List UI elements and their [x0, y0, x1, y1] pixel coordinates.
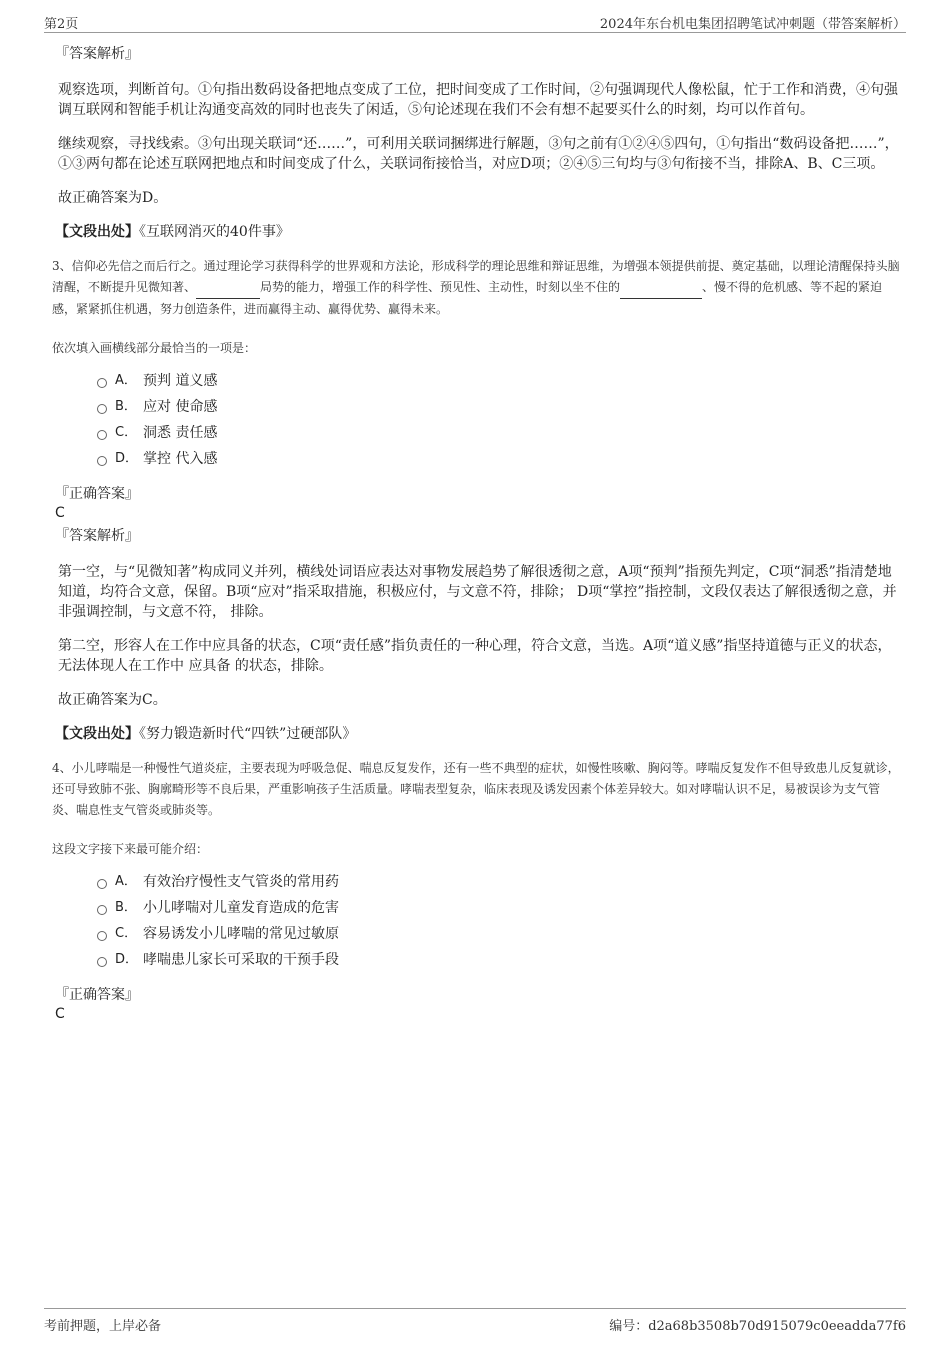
source-line: [55, 724, 900, 744]
radio-icon[interactable]: [97, 456, 107, 466]
radio-icon[interactable]: [97, 430, 107, 440]
radio-icon[interactable]: [97, 905, 107, 915]
option-d[interactable]: D． 掌控 代入感: [97, 446, 900, 472]
correct-answer: C: [55, 505, 65, 521]
question-3-options: [97, 368, 900, 472]
analysis-label: 『答案解析』: [55, 46, 139, 62]
option-a[interactable]: A． 预判 道义感: [97, 368, 900, 394]
analysis-paragraph: 第二空，形容人在工作中应具备的状态，C项“责任感”指负责任的一种心理，符合文意，当选。A项“道义感”指坚持道德与正义的状态，无法体现人在工作中 应具备 的状态，排除。: [58, 638, 892, 674]
document-code: 编号：d2a68b3508b70d915079c0eeadda77f6: [609, 1319, 906, 1334]
analysis-paragraph: 继续观察，寻找线索。③句出现关联词“还……”，可利用关联词捆绑进行解题，③句之前有①②④⑤四句，①句指出“数码设备把……”，①③两句都在论述互联网把地点和时间变成了什么，关联词衔接恰当，对应D项；②④⑤三句均与③句衔接不当，排除A、B、C三项。: [58, 136, 899, 172]
source-line: [55, 222, 900, 242]
question-3-text: 3、信仰必先信之而后行之。通过理论学习获得科学的世界观和方法论，形成科学的理论思维和辩证思维，为增强本领提供前提、奠定基础，以理论清醒保持头脑清醒，不断提升见微知著、 局势的能力，增强工作的科学性、预见性、主动性，时刻以坐不住的 、慢不得的危机感、等不起的紧迫感，紧紧抓住机遇，努力创造条件，进而赢得主动、赢得优势、赢得未来。: [52, 259, 900, 316]
page-header: [44, 10, 906, 33]
source-text: 《努力锻造新时代“四铁”过硬部队》: [139, 726, 357, 742]
fill-blank-1: [196, 277, 260, 299]
radio-icon[interactable]: [97, 378, 107, 388]
analysis-paragraph: 观察选项，判断首句。①句指出数码设备把地点变成了工位，把时间变成了工作时间，②句强调现代人像松鼠，忙于工作和消费，④句强调互联网和智能手机让沟通变高效的同时也丧失了闲适，⑤句论述现在我们不会有想不起要买什么的时刻，均可以作首句。: [58, 82, 898, 118]
source-text: 《互联网消灭的40件事》: [139, 224, 290, 240]
analysis-paragraph: 第一空，与“见微知著”构成同义并列，横线处词语应表达对事物发展趋势了解很透彻之意，A项“预判”指预先判定，C项“洞悉”指清楚地知道，均符合文意，保留。B项“应对”指采取措施，积极应付，与文意不符，排除； D项“掌控”指控制，文段仅表达了解很透彻之意，并非强调控制，与文意不符， 排除。: [58, 564, 897, 620]
option-d[interactable]: D． 哮喘患儿家长可采取的干预手段: [97, 947, 900, 973]
radio-icon[interactable]: [97, 404, 107, 414]
source-label: 【文段出处】: [55, 224, 139, 240]
question-3-prompt: 依次填入画横线部分最恰当的一项是：: [52, 341, 257, 355]
correct-answer-label: 『正确答案』: [55, 987, 139, 1003]
analysis-paragraph: 故正确答案为C。: [58, 692, 167, 708]
analysis-label: 『答案解析』: [55, 528, 139, 544]
radio-icon[interactable]: [97, 931, 107, 941]
source-label: 【文段出处】: [55, 726, 139, 742]
option-b[interactable]: B． 小儿哮喘对儿童发育造成的危害: [97, 895, 900, 921]
option-b[interactable]: B． 应对 使命感: [97, 394, 900, 420]
page-footer: [44, 1308, 906, 1335]
page-number: 第2页: [44, 17, 79, 32]
radio-icon[interactable]: [97, 879, 107, 889]
correct-answer-label: 『正确答案』: [55, 486, 139, 502]
option-c[interactable]: C． 容易诱发小儿哮喘的常见过敏原: [97, 921, 900, 947]
document-title: 2024年东台机电集团招聘笔试冲刺题（带答案解析）: [599, 17, 906, 32]
radio-icon[interactable]: [97, 957, 107, 967]
option-a[interactable]: A． 有效治疗慢性支气管炎的常用药: [97, 869, 900, 895]
footer-slogan: 考前押题，上岸必备: [44, 1319, 162, 1334]
question-4-text: 4、小儿哮喘是一种慢性气道炎症，主要表现为呼吸急促、喘息反复发作，还有一些不典型的症状，如慢性咳嗽、胸闷等。哮喘反复发作不但导致患儿反复就诊，还可导致肺不张、胸廓畸形等不良后果，严重影响孩子生活质量。哮喘表型复杂，临床表现及诱发因素个体差异较大。如对哮喘认识不足，易被误诊为支气管炎、喘息性支气管炎或肺炎等。: [52, 761, 900, 817]
correct-answer: C: [55, 1006, 65, 1022]
fill-blank-2: [620, 277, 702, 299]
analysis-paragraph: 故正确答案为D。: [58, 190, 168, 206]
page-content: [52, 44, 900, 1027]
question-4-prompt: 这段文字接下来最可能介绍：: [52, 842, 209, 856]
option-c[interactable]: C． 洞悉 责任感: [97, 420, 900, 446]
question-4-options: [97, 869, 900, 973]
